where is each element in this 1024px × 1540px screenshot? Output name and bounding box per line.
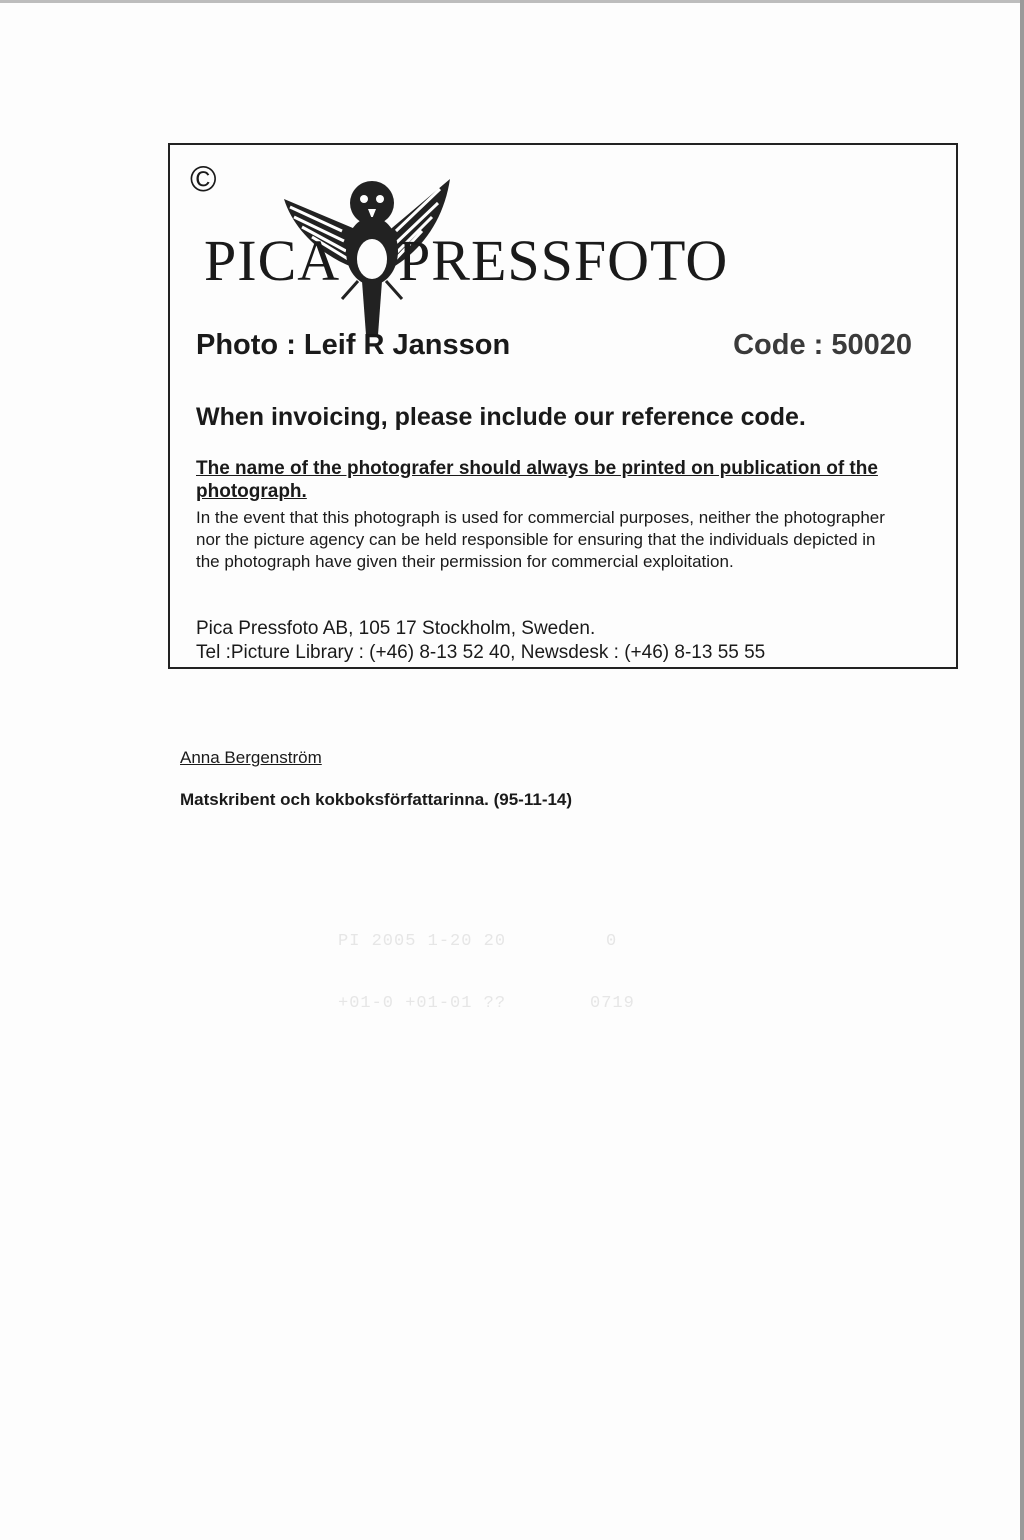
- caption-description: Matskribent och kokboksförfattarinna. (95-11-14): [180, 790, 573, 809]
- scan-edge-top: [0, 0, 1024, 3]
- agency-address: Pica Pressfoto AB, 105 17 Stockholm, Sweden.: [196, 618, 596, 639]
- reference-code: Code : 50020: [733, 329, 912, 361]
- logo-wordmark-pica: PICA: [204, 228, 341, 293]
- agency-phone: Tel :Picture Library : (+46) 8-13 52 40, Newsdesk : (+46) 8-13 55 55: [196, 642, 766, 663]
- invoice-notice: When invoicing, please include our reference code.: [196, 403, 806, 431]
- faint-archive-stamp-2b: 0719: [590, 994, 635, 1013]
- faint-archive-stamp-1: PI 2005 1-20 20: [338, 932, 507, 951]
- commercial-use-disclaimer: In the event that this photograph is used for commercial purposes, neither the photographer nor the picture agency can be held responsible for ensuring that the individuals depicted in the photograph have given their permission for commercial exploitation.: [196, 508, 885, 571]
- faint-archive-stamp-2: +01-0 +01-01 ??: [338, 994, 507, 1013]
- logo-wordmark-pressfoto: PRESSFOTO: [398, 228, 729, 293]
- agency-stamp: [168, 143, 958, 669]
- caption-subject-name: Anna Bergenström: [180, 748, 322, 767]
- copyright-symbol: ©: [190, 158, 217, 199]
- agency-contact: [196, 617, 765, 665]
- scan-edge-right: [1020, 0, 1024, 1540]
- faint-archive-stamp-1b: 0: [606, 932, 618, 951]
- photographer-name-notice: The name of the photografer should always be printed on publication of the photograph.: [196, 458, 878, 502]
- photographer-credit: Photo : Leif R Jansson: [196, 329, 511, 361]
